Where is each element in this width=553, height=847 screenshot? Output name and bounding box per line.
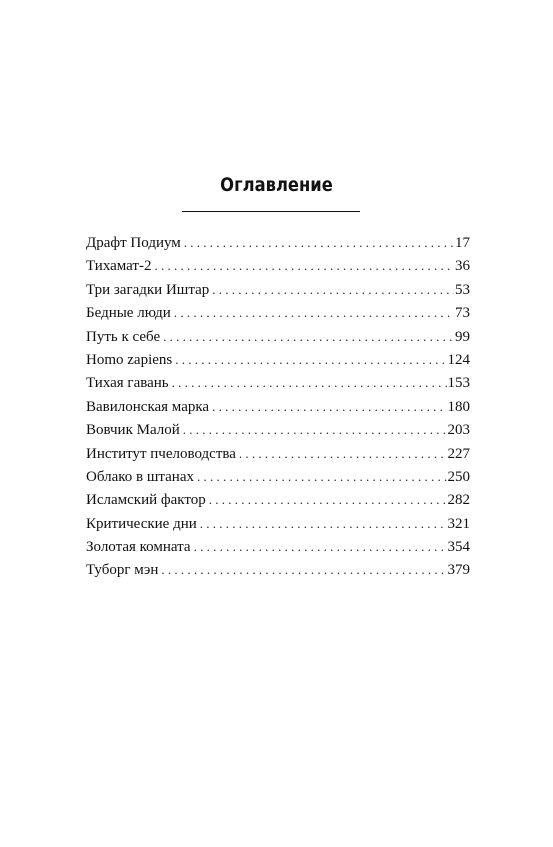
- toc-page-number: 36: [455, 258, 470, 275]
- toc-entry-title: Туборг мэн: [86, 562, 159, 579]
- toc-entry[interactable]: [86, 235, 470, 258]
- toc-page-number: 203: [447, 422, 470, 439]
- toc-entry[interactable]: [86, 539, 470, 562]
- toc-entry-title: Золотая комната: [86, 539, 191, 556]
- toc-entry-title: Путь к себе: [86, 328, 161, 345]
- toc-page-number: 180: [447, 398, 470, 415]
- toc-entry-title: Исламский фактор: [86, 492, 206, 509]
- toc-page-number: 227: [447, 445, 470, 462]
- dot-leader: [163, 329, 454, 345]
- toc-entry-title: Институт пчеловодства: [86, 445, 236, 462]
- toc-entry[interactable]: [86, 492, 470, 515]
- title-underline: [182, 211, 360, 212]
- toc-page-number: 282: [447, 492, 470, 509]
- toc-entry-title: Облако в штанах: [86, 468, 194, 485]
- dot-leader: [175, 352, 446, 368]
- dot-leader: [183, 422, 447, 438]
- toc-page-number: 379: [447, 562, 470, 579]
- toc-entry[interactable]: [86, 446, 470, 469]
- toc-page-number: 99: [455, 328, 470, 345]
- toc-page-number: 53: [455, 281, 470, 298]
- dot-leader: [212, 399, 446, 415]
- toc-entry-title: Тихамат-2: [86, 258, 152, 275]
- toc-page-number: 153: [447, 375, 470, 392]
- toc-entry[interactable]: [86, 329, 470, 352]
- toc-entry[interactable]: [86, 399, 470, 422]
- toc-entry[interactable]: [86, 516, 470, 539]
- dot-leader: [184, 235, 454, 251]
- dot-leader: [197, 469, 447, 485]
- dot-leader: [161, 562, 446, 578]
- toc-entry[interactable]: [86, 305, 470, 328]
- toc-entry[interactable]: [86, 375, 470, 398]
- toc-entry-title: Три загадки Иштар: [86, 281, 210, 298]
- dot-leader: [212, 282, 454, 298]
- toc-entry-title: Вавилонская марка: [86, 398, 210, 415]
- toc-page-number: 124: [447, 351, 470, 368]
- toc-entry[interactable]: [86, 352, 470, 375]
- toc-entry-title: Критические дни: [86, 515, 197, 532]
- toc-entry[interactable]: [86, 422, 470, 445]
- toc-page-number: 250: [447, 468, 470, 485]
- toc-entry[interactable]: [86, 282, 470, 305]
- toc-entry-title: Homo zapiens: [86, 351, 173, 368]
- dot-leader: [239, 446, 447, 462]
- page-title: Оглавление: [220, 174, 333, 196]
- toc-page-number: 17: [455, 235, 470, 251]
- dot-leader: [194, 539, 447, 555]
- toc-page-number: 321: [447, 515, 470, 532]
- dot-leader: [174, 305, 454, 321]
- dot-leader: [200, 516, 447, 532]
- dot-leader: [209, 492, 447, 508]
- dot-leader: [155, 258, 455, 274]
- toc-entry-title: Драфт Подиум: [86, 235, 181, 251]
- toc-entry-title: Тихая гавань: [86, 375, 169, 392]
- toc-page-number: 354: [447, 539, 470, 556]
- toc-page-number: 73: [455, 305, 470, 322]
- toc-entry[interactable]: [86, 469, 470, 492]
- toc-entry[interactable]: [86, 258, 470, 281]
- toc-entry-title: Вовчик Малой: [86, 422, 180, 439]
- table-of-contents: [86, 235, 470, 586]
- toc-entry-title: Бедные люди: [86, 305, 171, 322]
- toc-entry[interactable]: [86, 562, 470, 585]
- dot-leader: [172, 375, 447, 391]
